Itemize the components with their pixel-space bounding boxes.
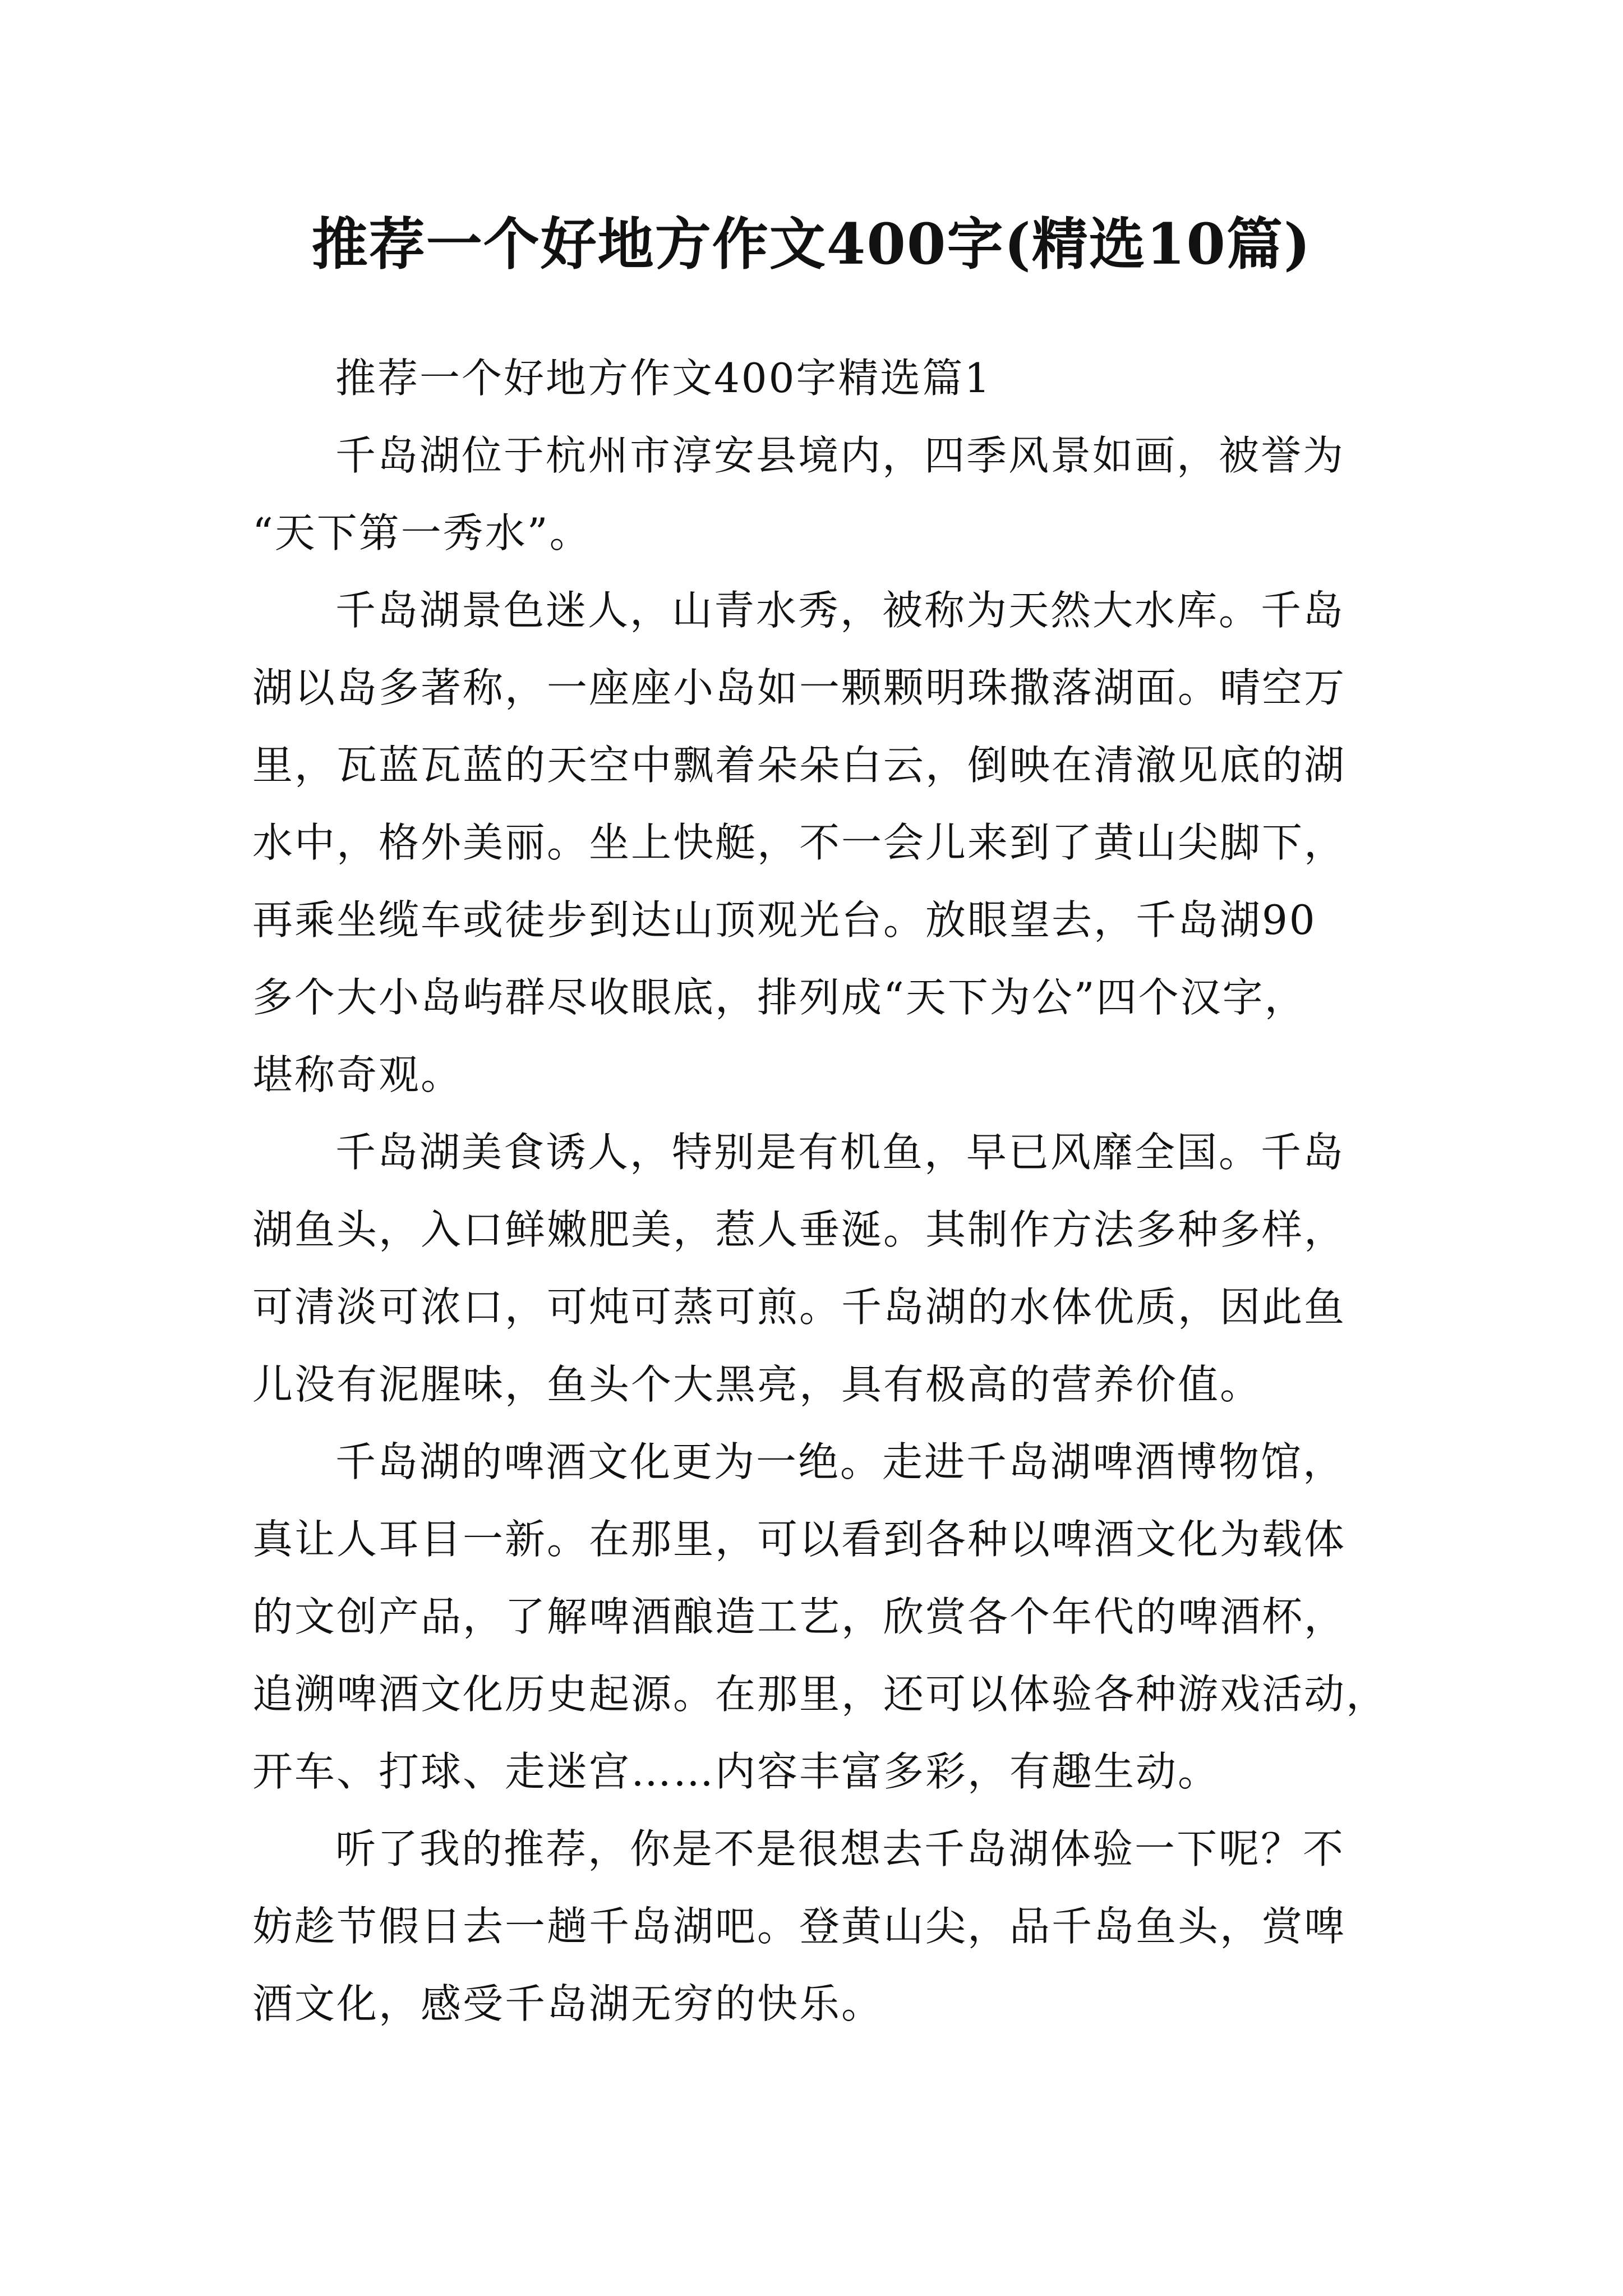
text-line: 水中，格外美丽。坐上快艇，不一会儿来到了黄山尖脚下， xyxy=(252,819,1347,866)
text-line: 的文创产品，了解啤酒酿造工艺，欣赏各个年代的啤酒杯， xyxy=(252,1593,1347,1640)
text-line: 开车、打球、走迷宫……内容丰富多彩，有趣生动。 xyxy=(252,1748,1220,1795)
text-line: 追溯啤酒文化历史起源。在那里，还可以体验各种游戏活动， xyxy=(252,1671,1389,1718)
document-body xyxy=(252,339,1389,2042)
paragraph-5 xyxy=(252,1810,1380,2042)
text-line: 真让人耳目一新。在那里，可以看到各种以啤酒文化为载体 xyxy=(252,1516,1347,1563)
text-line: 千岛湖的啤酒文化更为一绝。走进千岛湖啤酒博物馆， xyxy=(335,1438,1345,1485)
paragraph-3 xyxy=(252,1114,1380,1423)
text-line: 堪称奇观。 xyxy=(252,1051,463,1098)
text-line: 里，瓦蓝瓦蓝的天空中飘着朵朵白云，倒映在清澈见底的湖 xyxy=(252,742,1347,789)
text-line: 再乘坐缆车或徒步到达山顶观光台。放眼望去，千岛湖90 xyxy=(252,896,1317,944)
paragraph-4 xyxy=(252,1423,1389,1810)
text-line: “天下第一秀水”。 xyxy=(252,509,592,556)
text-line: 儿没有泥腥味，鱼头个大黑亮，具有极高的营养价值。 xyxy=(252,1361,1262,1408)
paragraph-2 xyxy=(252,572,1380,1114)
section-heading-text: 推荐一个好地方作文400字精选篇1 xyxy=(335,355,992,402)
text-line: 湖以岛多著称，一座座小岛如一颗颗明珠撒落湖面。晴空万 xyxy=(252,664,1347,711)
section-heading xyxy=(252,339,1380,417)
text-line: 酒文化，感受千岛湖无穷的快乐。 xyxy=(252,1980,884,2027)
paragraph-1 xyxy=(252,417,1380,572)
text-line: 可清淡可浓口，可炖可蒸可煎。千岛湖的水体优质，因此鱼 xyxy=(252,1283,1347,1331)
text-line: 听了我的推荐，你是不是很想去千岛湖体验一下呢？不 xyxy=(335,1825,1345,1872)
text-line: 妨趁节假日去一趟千岛湖吧。登黄山尖，品千岛鱼头，赏啤 xyxy=(252,1903,1347,1950)
text-line: 千岛湖景色迷人，山青水秀，被称为天然大水库。千岛 xyxy=(335,587,1345,634)
text-line: 多个大小岛屿群尽收眼底，排列成“天下为公”四个汉字， xyxy=(252,974,1307,1021)
text-line: 千岛湖位于杭州市淳安县境内，四季风景如画，被誉为 xyxy=(335,432,1345,479)
text-line: 湖鱼头，入口鲜嫩肥美，惹人垂涎。其制作方法多种多样， xyxy=(252,1206,1347,1253)
text-line: 千岛湖美食诱人，特别是有机鱼，早已风靡全国。千岛 xyxy=(335,1129,1345,1176)
document-title: 推荐一个好地方作文400字(精选10篇) xyxy=(311,211,1312,277)
